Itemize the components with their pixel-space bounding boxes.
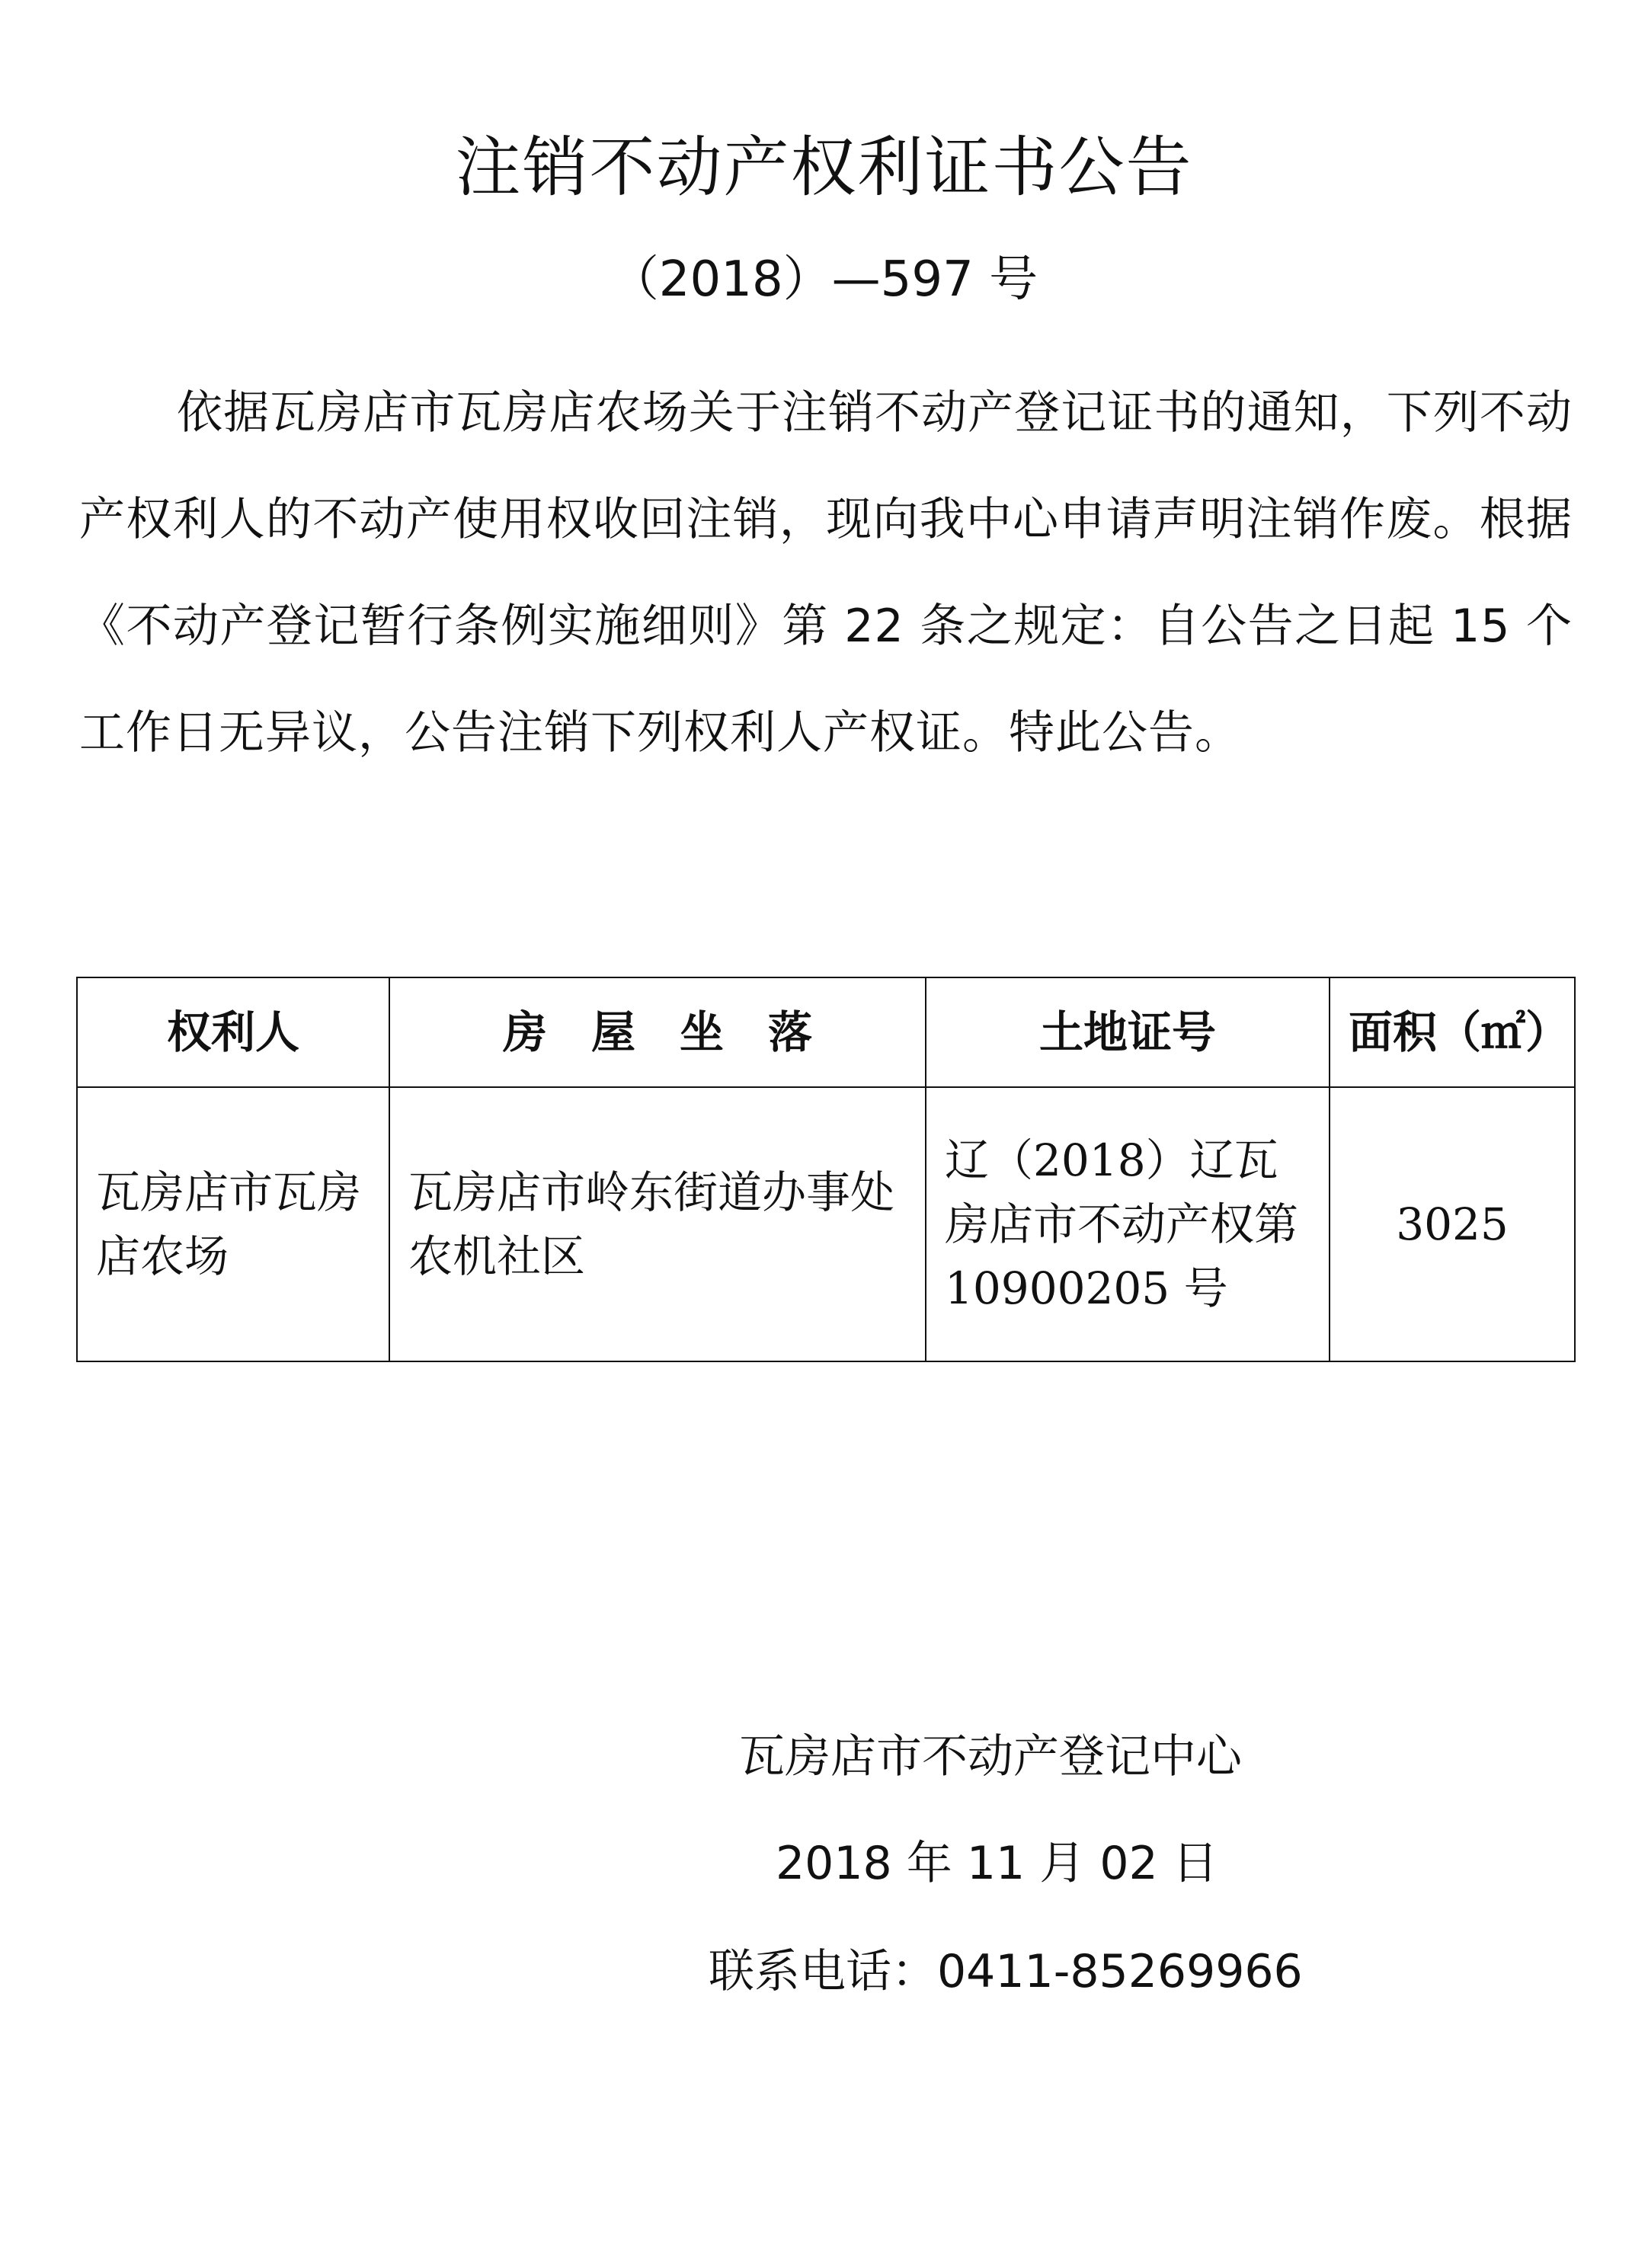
cell-location: 瓦房店市岭东街道办事处农机社区 [389,1087,926,1361]
table-row [77,1087,1575,1361]
document-number: （2018）—597 号 [610,251,1038,308]
contact-phone: 联系电话：0411-85269966 [709,1945,1303,1998]
header-cert: 土地证号 [926,977,1330,1087]
notice-title: 注销不动产权利证书公告 [455,130,1193,206]
header-area: 面积（㎡） [1330,977,1575,1087]
table-header-row [77,977,1575,1087]
header-location: 房 屋 坐 落 [389,977,926,1087]
cell-holder: 瓦房店市瓦房店农场 [77,1087,389,1361]
cell-area: 3025 [1330,1087,1575,1361]
cell-cert: 辽（2018）辽瓦房店市不动产权第 10900205 号 [926,1087,1330,1361]
issuing-organization: 瓦房店市不动产登记中心 [739,1730,1242,1783]
notice-body: 依据瓦房店市瓦房店农场关于注销不动产登记证书的通知，下列不动产权利人的不动产使用权收回注销，现向我中心申请声明注销作废。根据《不动产登记暂行条例实施细则》第 22 条之规定：自公告之日起 15 个工作日无异议，公告注销下列权利人产权证。特此公告。 [79,386,1573,760]
header-holder: 权利人 [77,977,389,1087]
cancellation-table [76,977,1576,1362]
issue-date: 2018 年 11 月 02 日 [776,1837,1218,1890]
